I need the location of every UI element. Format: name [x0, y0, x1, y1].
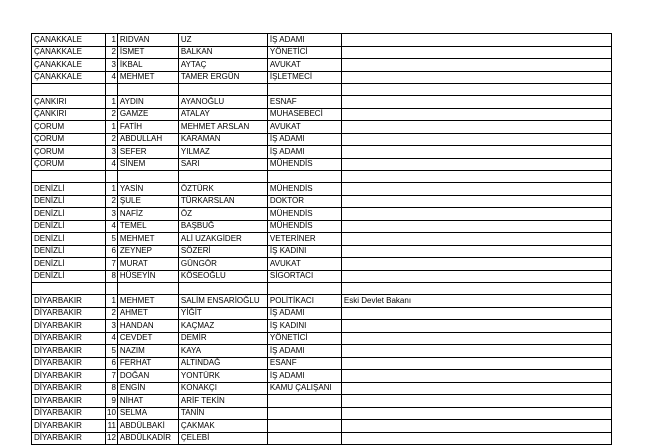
row-number-cell[interactable]: 3 — [106, 320, 118, 333]
occupation-cell[interactable]: ESNAF — [267, 96, 341, 109]
first-name-cell[interactable]: MEHMET — [117, 295, 178, 308]
last-name-cell[interactable]: AYTAÇ — [178, 59, 267, 72]
row-number-cell[interactable]: 8 — [106, 270, 118, 283]
note-cell[interactable] — [341, 195, 611, 208]
row-number-cell[interactable]: 8 — [106, 382, 118, 395]
note-cell[interactable] — [341, 432, 611, 445]
note-cell[interactable] — [341, 420, 611, 433]
city-cell[interactable]: ÇANAKKALE — [32, 46, 106, 59]
table-row — [32, 133, 612, 146]
row-number-cell[interactable]: 1 — [106, 295, 118, 308]
note-cell[interactable] — [341, 46, 611, 59]
table-row — [32, 320, 612, 333]
last-name-cell[interactable] — [178, 171, 267, 183]
first-name-cell[interactable]: SİNEM — [117, 158, 178, 171]
note-cell[interactable] — [341, 171, 611, 183]
table-row — [32, 146, 612, 159]
table-row — [32, 121, 612, 134]
row-number-cell[interactable]: 11 — [106, 420, 118, 433]
occupation-cell[interactable]: MÜHENDİS — [267, 220, 341, 233]
city-cell[interactable]: ÇANAKKALE — [32, 59, 106, 72]
row-number-cell[interactable]: 5 — [106, 233, 118, 246]
note-cell[interactable] — [341, 233, 611, 246]
occupation-cell[interactable]: İŞ KADINI — [267, 245, 341, 258]
blank-row — [32, 283, 612, 295]
table-row — [32, 245, 612, 258]
table-body — [32, 34, 612, 445]
first-name-cell[interactable]: AYDIN — [117, 96, 178, 109]
table-row — [32, 370, 612, 383]
occupation-cell[interactable]: VETERİNER — [267, 233, 341, 246]
city-cell[interactable]: DENİZLİ — [32, 233, 106, 246]
first-name-cell[interactable]: RIDVAN — [117, 34, 178, 47]
last-name-cell[interactable]: BAŞBUĞ — [178, 220, 267, 233]
blank-row — [32, 171, 612, 183]
last-name-cell[interactable]: KARAMAN — [178, 133, 267, 146]
city-cell[interactable]: DİYARBAKIR — [32, 395, 106, 408]
last-name-cell[interactable] — [178, 84, 267, 96]
first-name-cell[interactable]: MEHMET — [117, 71, 178, 84]
row-number-cell[interactable]: 2 — [106, 108, 118, 121]
city-cell[interactable]: DİYARBAKIR — [32, 295, 106, 308]
city-cell[interactable]: DİYARBAKIR — [32, 420, 106, 433]
row-number-cell[interactable]: 1 — [106, 34, 118, 47]
city-cell[interactable]: DENİZLİ — [32, 258, 106, 271]
row-number-cell[interactable] — [106, 171, 118, 183]
row-number-cell[interactable]: 7 — [106, 370, 118, 383]
occupation-cell[interactable]: YÖNETİCİ — [267, 332, 341, 345]
city-cell[interactable]: DİYARBAKIR — [32, 332, 106, 345]
city-cell[interactable]: ÇANKIRI — [32, 96, 106, 109]
city-cell[interactable] — [32, 283, 106, 295]
last-name-cell[interactable]: DEMİR — [178, 332, 267, 345]
city-cell[interactable]: ÇORUM — [32, 146, 106, 159]
first-name-cell[interactable]: CEVDET — [117, 332, 178, 345]
city-cell[interactable]: DİYARBAKIR — [32, 407, 106, 420]
note-cell[interactable] — [341, 283, 611, 295]
occupation-cell[interactable]: MUHASEBECİ — [267, 108, 341, 121]
row-number-cell[interactable]: 1 — [106, 183, 118, 196]
first-name-cell[interactable]: AHMET — [117, 307, 178, 320]
row-number-cell[interactable]: 4 — [106, 332, 118, 345]
first-name-cell[interactable]: NAZIM — [117, 345, 178, 358]
row-number-cell[interactable]: 10 — [106, 407, 118, 420]
last-name-cell[interactable]: YONTÜRK — [178, 370, 267, 383]
occupation-cell[interactable]: ESANF — [267, 357, 341, 370]
occupation-cell[interactable] — [267, 84, 341, 96]
occupation-cell[interactable]: MÜHENDİS — [267, 158, 341, 171]
occupation-cell[interactable] — [267, 432, 341, 445]
city-cell[interactable]: DİYARBAKIR — [32, 357, 106, 370]
row-number-cell[interactable]: 4 — [106, 220, 118, 233]
occupation-cell[interactable]: İŞ ADAMI — [267, 133, 341, 146]
table-row — [32, 258, 612, 271]
row-number-cell[interactable]: 3 — [106, 208, 118, 221]
first-name-cell[interactable]: ENGİN — [117, 382, 178, 395]
table-row — [32, 71, 612, 84]
table-row — [32, 59, 612, 72]
first-name-cell[interactable]: DOĞAN — [117, 370, 178, 383]
occupation-cell[interactable]: KAMU ÇALIŞANI — [267, 382, 341, 395]
occupation-cell[interactable] — [267, 420, 341, 433]
note-cell[interactable] — [341, 370, 611, 383]
last-name-cell[interactable]: KAÇMAZ — [178, 320, 267, 333]
occupation-cell[interactable]: İŞ ADAMI — [267, 307, 341, 320]
row-number-cell[interactable]: 5 — [106, 345, 118, 358]
first-name-cell[interactable] — [117, 84, 178, 96]
city-cell[interactable]: DENİZLİ — [32, 195, 106, 208]
note-cell[interactable] — [341, 71, 611, 84]
last-name-cell[interactable]: ATALAY — [178, 108, 267, 121]
occupation-cell[interactable] — [267, 171, 341, 183]
table-row — [32, 195, 612, 208]
city-cell[interactable]: ÇANAKKALE — [32, 34, 106, 47]
row-number-cell[interactable]: 1 — [106, 96, 118, 109]
city-cell[interactable]: ÇORUM — [32, 121, 106, 134]
occupation-cell[interactable]: MÜHENDİS — [267, 208, 341, 221]
row-number-cell[interactable] — [106, 84, 118, 96]
first-name-cell[interactable]: TEMEL — [117, 220, 178, 233]
last-name-cell[interactable]: BALKAN — [178, 46, 267, 59]
first-name-cell[interactable]: İSMET — [117, 46, 178, 59]
city-cell[interactable]: DİYARBAKIR — [32, 345, 106, 358]
first-name-cell[interactable]: FERHAT — [117, 357, 178, 370]
table-row — [32, 233, 612, 246]
table-row — [32, 220, 612, 233]
row-number-cell[interactable]: 3 — [106, 146, 118, 159]
first-name-cell[interactable]: GAMZE — [117, 108, 178, 121]
note-cell[interactable] — [341, 59, 611, 72]
last-name-cell[interactable]: ÇELEBİ — [178, 432, 267, 445]
row-number-cell[interactable]: 2 — [106, 307, 118, 320]
city-cell[interactable]: ÇORUM — [32, 133, 106, 146]
note-cell[interactable] — [341, 245, 611, 258]
last-name-cell[interactable]: TAMER ERGÜN — [178, 71, 267, 84]
last-name-cell[interactable]: SALİM ENSARİOĞLU — [178, 295, 267, 308]
occupation-cell[interactable]: İŞ ADAMI — [267, 146, 341, 159]
table-row — [32, 432, 612, 445]
table-row — [32, 270, 612, 283]
table-row — [32, 34, 612, 47]
first-name-cell[interactable] — [117, 283, 178, 295]
occupation-cell[interactable]: SİGORTACI — [267, 270, 341, 283]
table-row — [32, 357, 612, 370]
row-number-cell[interactable]: 2 — [106, 46, 118, 59]
last-name-cell[interactable]: GÜNGÖR — [178, 258, 267, 271]
row-number-cell[interactable]: 3 — [106, 59, 118, 72]
last-name-cell[interactable]: MEHMET ARSLAN — [178, 121, 267, 134]
first-name-cell[interactable]: MURAT — [117, 258, 178, 271]
note-cell[interactable] — [341, 395, 611, 408]
last-name-cell[interactable]: ÖZTÜRK — [178, 183, 267, 196]
city-cell[interactable] — [32, 84, 106, 96]
last-name-cell[interactable]: UZ — [178, 34, 267, 47]
occupation-cell[interactable]: AVUKAT — [267, 121, 341, 134]
first-name-cell[interactable]: MEHMET — [117, 233, 178, 246]
first-name-cell[interactable] — [117, 171, 178, 183]
occupation-cell[interactable] — [267, 395, 341, 408]
city-cell[interactable]: DİYARBAKIR — [32, 432, 106, 445]
note-cell[interactable] — [341, 108, 611, 121]
last-name-cell[interactable]: SARI — [178, 158, 267, 171]
table-row — [32, 108, 612, 121]
row-number-cell[interactable]: 2 — [106, 195, 118, 208]
first-name-cell[interactable]: ABDULLAH — [117, 133, 178, 146]
first-name-cell[interactable]: NAFİZ — [117, 208, 178, 221]
last-name-cell[interactable]: TÜRKARSLAN — [178, 195, 267, 208]
note-cell[interactable] — [341, 357, 611, 370]
note-cell[interactable] — [341, 258, 611, 271]
last-name-cell[interactable]: YILMAZ — [178, 146, 267, 159]
first-name-cell[interactable]: NİHAT — [117, 395, 178, 408]
note-cell[interactable] — [341, 332, 611, 345]
table-row — [32, 407, 612, 420]
note-cell[interactable]: Eski Devlet Bakanı — [341, 295, 611, 308]
note-cell[interactable] — [341, 320, 611, 333]
row-number-cell[interactable]: 6 — [106, 245, 118, 258]
note-cell[interactable] — [341, 133, 611, 146]
table-row — [32, 46, 612, 59]
row-number-cell[interactable]: 1 — [106, 121, 118, 134]
occupation-cell[interactable]: MÜHENDİS — [267, 183, 341, 196]
table-row — [32, 382, 612, 395]
table-row — [32, 183, 612, 196]
occupation-cell[interactable]: İŞ KADINI — [267, 320, 341, 333]
note-cell[interactable] — [341, 34, 611, 47]
occupation-cell[interactable]: POLİTİKACI — [267, 295, 341, 308]
city-cell[interactable] — [32, 171, 106, 183]
note-cell[interactable] — [341, 158, 611, 171]
first-name-cell[interactable]: ŞULE — [117, 195, 178, 208]
city-cell[interactable]: ÇANAKKALE — [32, 71, 106, 84]
occupation-cell[interactable]: AVUKAT — [267, 258, 341, 271]
table-row — [32, 332, 612, 345]
table-row — [32, 307, 612, 320]
city-cell[interactable]: DENİZLİ — [32, 220, 106, 233]
first-name-cell[interactable]: FATİH — [117, 121, 178, 134]
note-cell[interactable] — [341, 270, 611, 283]
note-cell[interactable] — [341, 307, 611, 320]
city-cell[interactable]: DENİZLİ — [32, 245, 106, 258]
occupation-cell[interactable] — [267, 407, 341, 420]
row-number-cell[interactable]: 9 — [106, 395, 118, 408]
note-cell[interactable] — [341, 220, 611, 233]
row-number-cell[interactable]: 4 — [106, 158, 118, 171]
first-name-cell[interactable]: ABDÜLBAKİ — [117, 420, 178, 433]
table-row — [32, 395, 612, 408]
table-row — [32, 96, 612, 109]
city-cell[interactable]: DENİZLİ — [32, 208, 106, 221]
row-number-cell[interactable]: 6 — [106, 357, 118, 370]
note-cell[interactable] — [341, 183, 611, 196]
last-name-cell[interactable]: TANİN — [178, 407, 267, 420]
last-name-cell[interactable]: KÖSEOĞLU — [178, 270, 267, 283]
first-name-cell[interactable]: ZEYNEP — [117, 245, 178, 258]
last-name-cell[interactable]: KONAKÇI — [178, 382, 267, 395]
city-cell[interactable]: DİYARBAKIR — [32, 320, 106, 333]
occupation-cell[interactable]: İŞ ADAMI — [267, 34, 341, 47]
city-cell[interactable]: DİYARBAKIR — [32, 370, 106, 383]
note-cell[interactable] — [341, 208, 611, 221]
note-cell[interactable] — [341, 345, 611, 358]
name-list-table — [31, 33, 612, 445]
last-name-cell[interactable]: KAYA — [178, 345, 267, 358]
blank-row — [32, 84, 612, 96]
row-number-cell[interactable]: 2 — [106, 133, 118, 146]
last-name-cell[interactable]: ARİF TEKİN — [178, 395, 267, 408]
first-name-cell[interactable]: ABDÜLKADİR — [117, 432, 178, 445]
occupation-cell[interactable]: İŞLETMECİ — [267, 71, 341, 84]
first-name-cell[interactable]: HÜSEYİN — [117, 270, 178, 283]
note-cell[interactable] — [341, 382, 611, 395]
occupation-cell[interactable]: YÖNETİCİ — [267, 46, 341, 59]
row-number-cell[interactable]: 4 — [106, 71, 118, 84]
table-row — [32, 158, 612, 171]
city-cell[interactable]: DENİZLİ — [32, 270, 106, 283]
occupation-cell[interactable]: DOKTOR — [267, 195, 341, 208]
table-row — [32, 420, 612, 433]
last-name-cell[interactable] — [178, 283, 267, 295]
city-cell[interactable]: ÇORUM — [32, 158, 106, 171]
first-name-cell[interactable]: İKBAL — [117, 59, 178, 72]
occupation-cell[interactable]: AVUKAT — [267, 59, 341, 72]
city-cell[interactable]: DİYARBAKIR — [32, 382, 106, 395]
last-name-cell[interactable]: ALİ UZAKGİDER — [178, 233, 267, 246]
note-cell[interactable] — [341, 96, 611, 109]
occupation-cell[interactable]: İŞ ADAMI — [267, 370, 341, 383]
table-row — [32, 345, 612, 358]
last-name-cell[interactable]: SÖZERİ — [178, 245, 267, 258]
occupation-cell[interactable] — [267, 283, 341, 295]
first-name-cell[interactable]: HANDAN — [117, 320, 178, 333]
first-name-cell[interactable]: SEFER — [117, 146, 178, 159]
last-name-cell[interactable]: ÖZ — [178, 208, 267, 221]
table-row — [32, 208, 612, 221]
row-number-cell[interactable] — [106, 283, 118, 295]
last-name-cell[interactable]: YİĞİT — [178, 307, 267, 320]
occupation-cell[interactable]: İŞ ADAMI — [267, 345, 341, 358]
row-number-cell[interactable]: 7 — [106, 258, 118, 271]
note-cell[interactable] — [341, 146, 611, 159]
city-cell[interactable]: DENİZLİ — [32, 183, 106, 196]
note-cell[interactable] — [341, 407, 611, 420]
last-name-cell[interactable]: ÇAKMAK — [178, 420, 267, 433]
city-cell[interactable]: DİYARBAKIR — [32, 307, 106, 320]
last-name-cell[interactable]: ALTINDAĞ — [178, 357, 267, 370]
table-row — [32, 295, 612, 308]
row-number-cell[interactable]: 12 — [106, 432, 118, 445]
first-name-cell[interactable]: YASİN — [117, 183, 178, 196]
last-name-cell[interactable]: AYANOĞLU — [178, 96, 267, 109]
city-cell[interactable]: ÇANKIRI — [32, 108, 106, 121]
note-cell[interactable] — [341, 84, 611, 96]
note-cell[interactable] — [341, 121, 611, 134]
first-name-cell[interactable]: SELMA — [117, 407, 178, 420]
